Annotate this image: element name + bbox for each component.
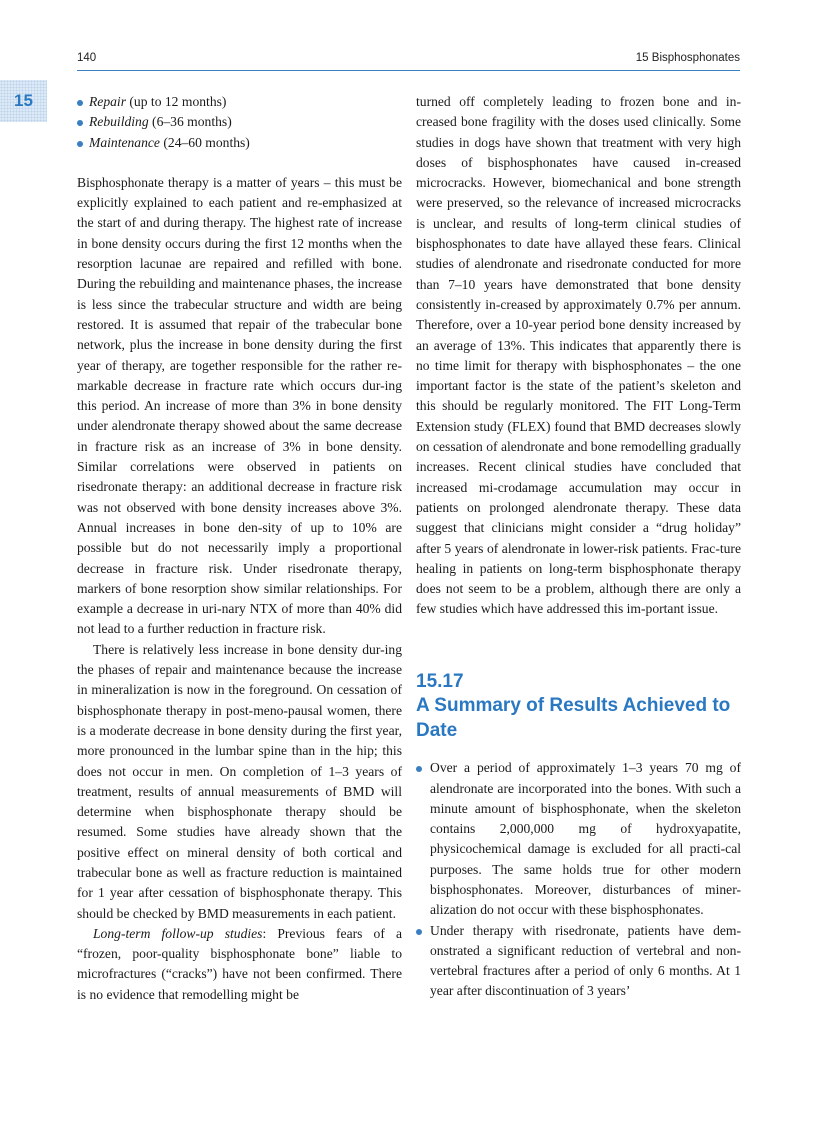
list-item: [416, 921, 741, 1002]
bullet-dot-icon: [77, 141, 83, 147]
phase-term: Rebuilding: [89, 114, 149, 130]
section-title: A Summary of Results Achieved to Date: [416, 695, 731, 741]
page-number: 140: [77, 52, 97, 64]
bullet-dot-icon: [77, 100, 83, 106]
section-number: 15.17: [416, 670, 464, 692]
chapter-tab: 15: [0, 80, 47, 122]
phase-duration: (up to 12 months): [126, 94, 227, 109]
bullet-dot-icon: [416, 766, 422, 772]
list-item-text: Over a period of approximately 1–3 years 70 mg of alendronate are incorporated into the bones. With such a minute amount of bisphosphonate, when the skeleton contains 2,000,000 mg of hydroxyapatite, physicochemical damage is excluded for all practi-cal purposes. The same holds true for other modern bisphosphonates. Moreover, disturbances of miner-alization do not occur with these bisphosphonates.: [430, 760, 741, 918]
bullet-dot-icon: [77, 120, 83, 126]
bullet-dot-icon: [416, 929, 422, 935]
running-head: 15 Bisphosphonates: [635, 52, 740, 64]
paragraph: [77, 924, 402, 1005]
phase-list: [77, 92, 402, 153]
run-in-heading: Long-term follow-up studies: [93, 925, 263, 941]
list-item: [77, 112, 402, 132]
list-item-text: Under therapy with risedronate, patients have dem-onstrated a significant reduction of vertebral and non-vertebral fractures after a period of only 6 months. At 1 year after discontinuation of 3 years’: [430, 922, 741, 999]
paragraph: turned off completely leading to frozen bone and in-creased bone fragility with the doses used clinically. Some studies in dogs have shown that treatment with very high doses of bisphosphonates have caused in-creased microcracks. However, biomechanical and bone strength were preserved, so the relevance of increased microcracks is unclear, and results of long-term clinical studies of bisphosphonates to date have allayed these fears. Clinical studies of alendronate and risedronate conducted for more than 7–10 years have demonstrated that bone density consistently in-creased by approximately 0.7% per annum. Therefore, over a 10-year period bone density increased by an average of 13%. This indicates that apparently there is no time limit for therapy with bisphosphonates – the one important factor is the state of the patient’s skeleton and this should be regularly monitored. The FIT Long-Term Extension study (FLEX) found that BMD decreases slowly on cessation of alendronate and bone remodelling gradually increases. Recent clinical studies have concluded that increased mi-crodamage accumulation may occur in patients on prolonged alendronate therapy. These data suggest that clinicians might consider a “drug holiday” after 5 years of alendronate in lower-risk patients. Frac-ture healing in patients on long-term bisphosphonate therapy does not seem to be a problem, although there are only a few studies which have addressed this im-portant issue.: [416, 94, 742, 617]
section-heading: [416, 670, 741, 744]
paragraph-text: : Previous fears of a “frozen, poor-quality bisphosphonate bone” liable to microfractures (“cracks”) have not been confirmed. There is no evidence that remodelling might be: [77, 925, 402, 1002]
phase-duration: (6–36 months): [148, 114, 232, 130]
list-item: [77, 133, 402, 153]
paragraph: There is relatively less increase in bone density dur-ing the phases of repair and maintenance because the increase in mineralization is now in the foreground. On cessation of bisphosphonate therapy in post-meno-pausal women, there is a moderate decrease in bone density during the first year, more pronounced in the lumbar spine than in the hip; this does not occur in men. On completion of 1–3 years of treatment, results of annual measurements of BMD will determine when bisphosphonate therapy should be resumed. Some studies have already shown that the positive effect on mineral density of both cortical and trabecular bone as well as fracture reduction is maintained for 1 year after cessation of bisphosphonate therapy. This should be checked by BMD measurements in each patient.: [77, 641, 402, 921]
header-rule: [77, 70, 740, 71]
list-item: [77, 92, 402, 112]
summary-list: [416, 758, 741, 1002]
phase-duration: (24–60 months): [159, 134, 250, 150]
list-item: [416, 758, 741, 920]
phase-term: Maintenance: [89, 134, 160, 150]
phase-term: Repair: [89, 94, 126, 109]
right-column: [416, 92, 741, 1002]
left-column: [77, 92, 402, 1005]
paragraph: Bisphosphonate therapy is a matter of years – this must be explicitly explained to each patient and re-emphasized at the start of and during therapy. The highest rate of increase in bone density occurs during the first 12 months when the resorption lacunae are repaired and refilled with bone. During the rebuilding and maintenance phases, the increase is less since the trabecular structure and width are being restored. It is assumed that repair of the trabecular bone network, plus the increase in bone density during the first year of therapy, are together responsible for the rather re-markable decrease in fracture rate which occurs dur-ing this period. An increase of more than 3% in bone density under alendronate therapy showed about the same decrease in fracture risk as an increase of 3% in bone density. Similar correlations were observed in patients on risedronate therapy: an additional decrease in fracture risk was not observed with bone density increases above 3%. Annual increases in bone den-sity of up to 10% are possible but do not necessarily imply a proportional decrease in fracture risk. Under risedronate therapy, markers of bone resorption show similar relationships. For example a decrease in uri-nary NTX of more than 40% did not lead to a further reduction in fracture risk.: [77, 174, 402, 637]
